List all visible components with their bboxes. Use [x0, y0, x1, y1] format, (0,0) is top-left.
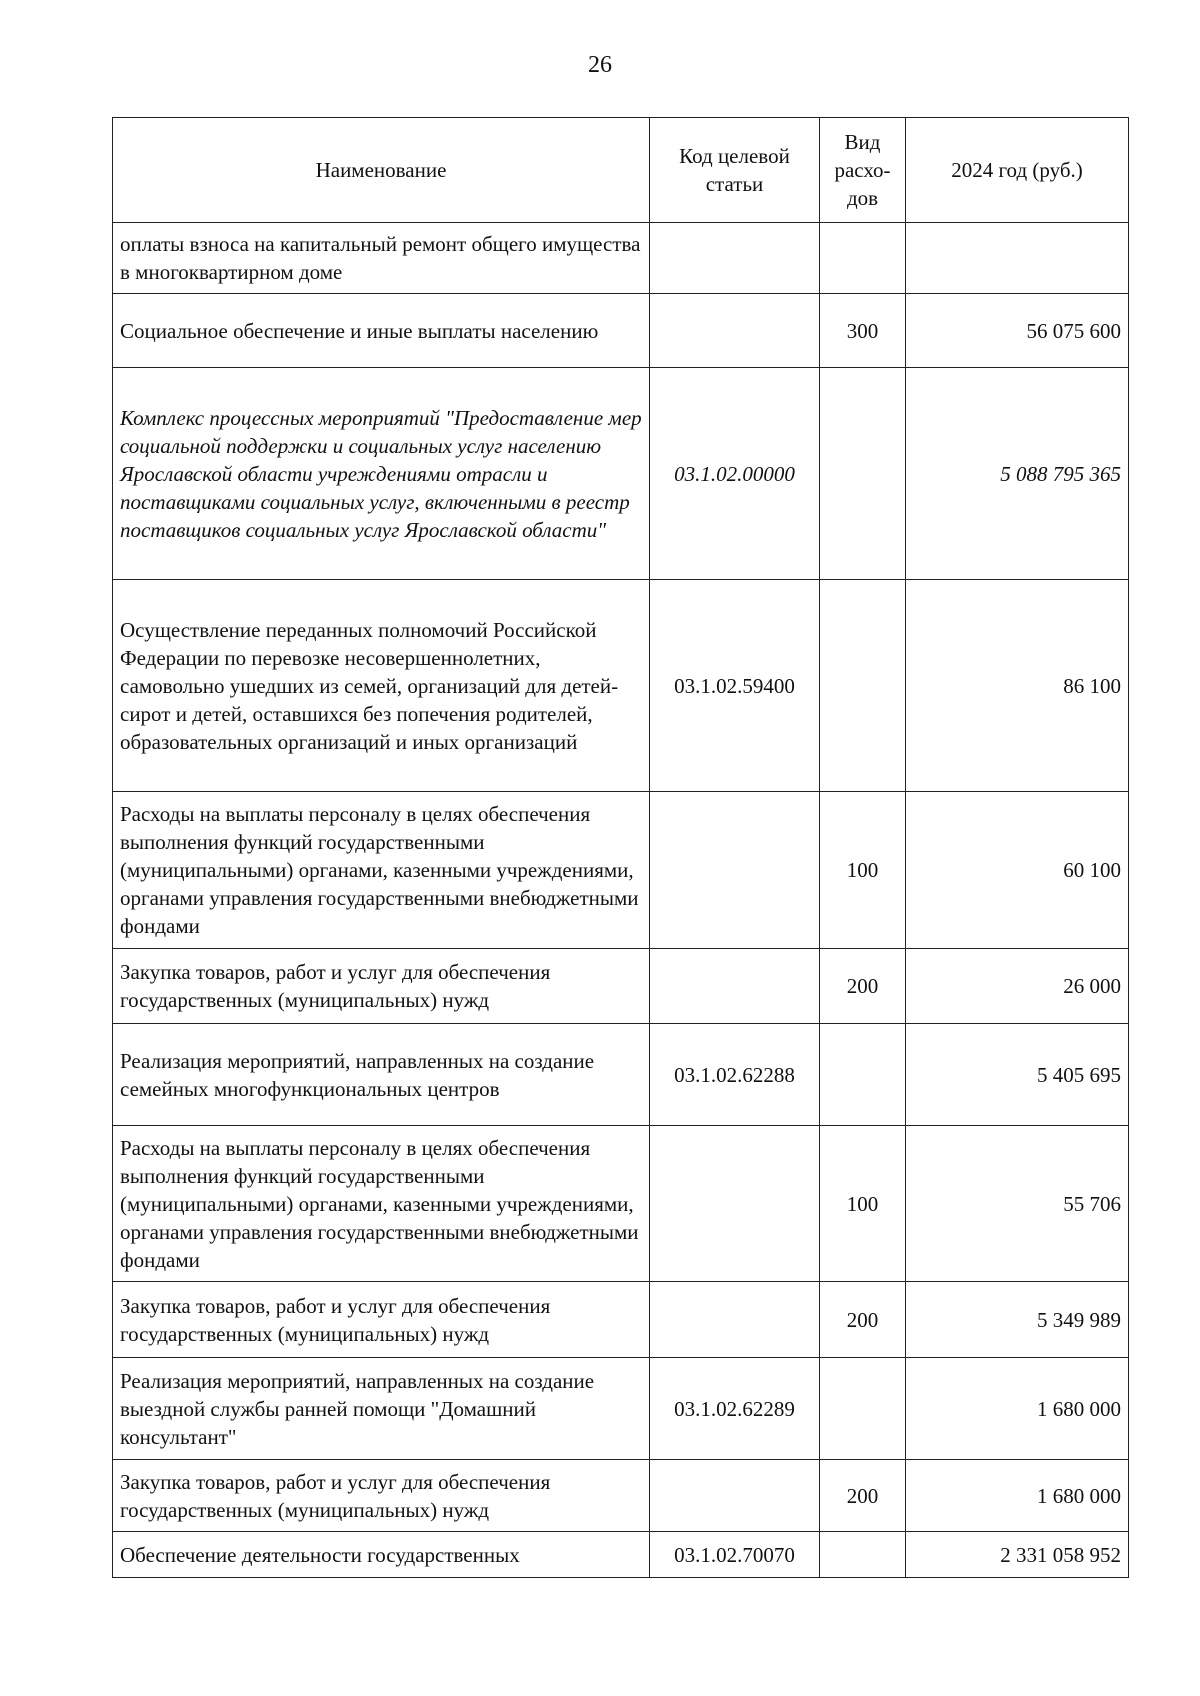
row-code: 03.1.02.70070 — [650, 1532, 820, 1578]
table-row — [113, 792, 1129, 949]
table-row — [113, 1532, 1129, 1578]
row-code: 03.1.02.62289 — [650, 1358, 820, 1460]
table-row — [113, 1126, 1129, 1282]
row-name: Закупка товаров, работ и услуг для обеспечения государственных (муниципальных) нужд — [113, 949, 650, 1024]
row-name: Обеспечение деятельности государственных — [113, 1532, 650, 1578]
row-type — [820, 1358, 906, 1460]
row-type — [820, 1532, 906, 1578]
table-row — [113, 580, 1129, 792]
row-type: 200 — [820, 949, 906, 1024]
row-code: 03.1.02.62288 — [650, 1024, 820, 1126]
row-type — [820, 580, 906, 792]
row-amount: 86 100 — [906, 580, 1129, 792]
row-name: Реализация мероприятий, направленных на создание выездной службы ранней помощи "Домашний консультант" — [113, 1358, 650, 1460]
row-amount: 5 349 989 — [906, 1282, 1129, 1358]
budget-table — [112, 117, 1129, 1578]
row-name: Осуществление переданных полномочий Российской Федерации по перевозке несовершеннолетних, самовольно ушедших из семей, организаций для детей-сирот и детей, оставшихся без попечения родителей, образовательных организаций и иных организаций — [113, 580, 650, 792]
row-amount: 2 331 058 952 — [906, 1532, 1129, 1578]
row-amount: 5 088 795 365 — [906, 368, 1129, 580]
row-code — [650, 294, 820, 368]
row-code — [650, 792, 820, 949]
table-row — [113, 949, 1129, 1024]
row-code — [650, 1126, 820, 1282]
table-row — [113, 1460, 1129, 1532]
table-row — [113, 294, 1129, 368]
row-type: 300 — [820, 294, 906, 368]
row-amount: 1 680 000 — [906, 1358, 1129, 1460]
row-amount: 5 405 695 — [906, 1024, 1129, 1126]
table-row — [113, 1358, 1129, 1460]
row-type — [820, 368, 906, 580]
row-code — [650, 1282, 820, 1358]
header-type: Вид расхо-дов — [820, 118, 906, 223]
row-amount: 56 075 600 — [906, 294, 1129, 368]
row-amount: 55 706 — [906, 1126, 1129, 1282]
row-name: Расходы на выплаты персоналу в целях обеспечения выполнения функций государственными (муниципальными) органами, казенными учреждениями, органами управления государственными внебюджетными фондами — [113, 1126, 650, 1282]
row-code — [650, 223, 820, 294]
header-name: Наименование — [113, 118, 650, 223]
row-amount: 26 000 — [906, 949, 1129, 1024]
row-amount — [906, 223, 1129, 294]
row-code: 03.1.02.59400 — [650, 580, 820, 792]
page-number: 26 — [588, 52, 612, 78]
row-name: Закупка товаров, работ и услуг для обеспечения государственных (муниципальных) нужд — [113, 1460, 650, 1532]
row-type — [820, 1024, 906, 1126]
row-type — [820, 223, 906, 294]
row-type: 100 — [820, 1126, 906, 1282]
row-name: Комплекс процессных мероприятий "Предоставление мер социальной поддержки и социальных услуг населению Ярославской области учреждениями отрасли и поставщиками социальных услуг, включенными в реестр поставщиков социальных услуг Ярославской области" — [113, 368, 650, 580]
row-name: Расходы на выплаты персоналу в целях обеспечения выполнения функций государственными (муниципальными) органами, казенными учреждениями, органами управления государственными внебюджетными фондами — [113, 792, 650, 949]
row-code — [650, 949, 820, 1024]
header-code: Код целевой статьи — [650, 118, 820, 223]
row-name: Закупка товаров, работ и услуг для обеспечения государственных (муниципальных) нужд — [113, 1282, 650, 1358]
table-row — [113, 1024, 1129, 1126]
table-row — [113, 223, 1129, 294]
row-amount: 60 100 — [906, 792, 1129, 949]
row-code: 03.1.02.00000 — [650, 368, 820, 580]
table-row — [113, 368, 1129, 580]
row-type: 100 — [820, 792, 906, 949]
table-header-row — [113, 118, 1129, 223]
row-name: оплаты взноса на капитальный ремонт общего имущества в многоквартирном доме — [113, 223, 650, 294]
row-name: Социальное обеспечение и иные выплаты населению — [113, 294, 650, 368]
row-amount: 1 680 000 — [906, 1460, 1129, 1532]
table-row — [113, 1282, 1129, 1358]
row-code — [650, 1460, 820, 1532]
row-name: Реализация мероприятий, направленных на создание семейных многофункциональных центров — [113, 1024, 650, 1126]
row-type: 200 — [820, 1460, 906, 1532]
header-amount: 2024 год (руб.) — [906, 118, 1129, 223]
row-type: 200 — [820, 1282, 906, 1358]
